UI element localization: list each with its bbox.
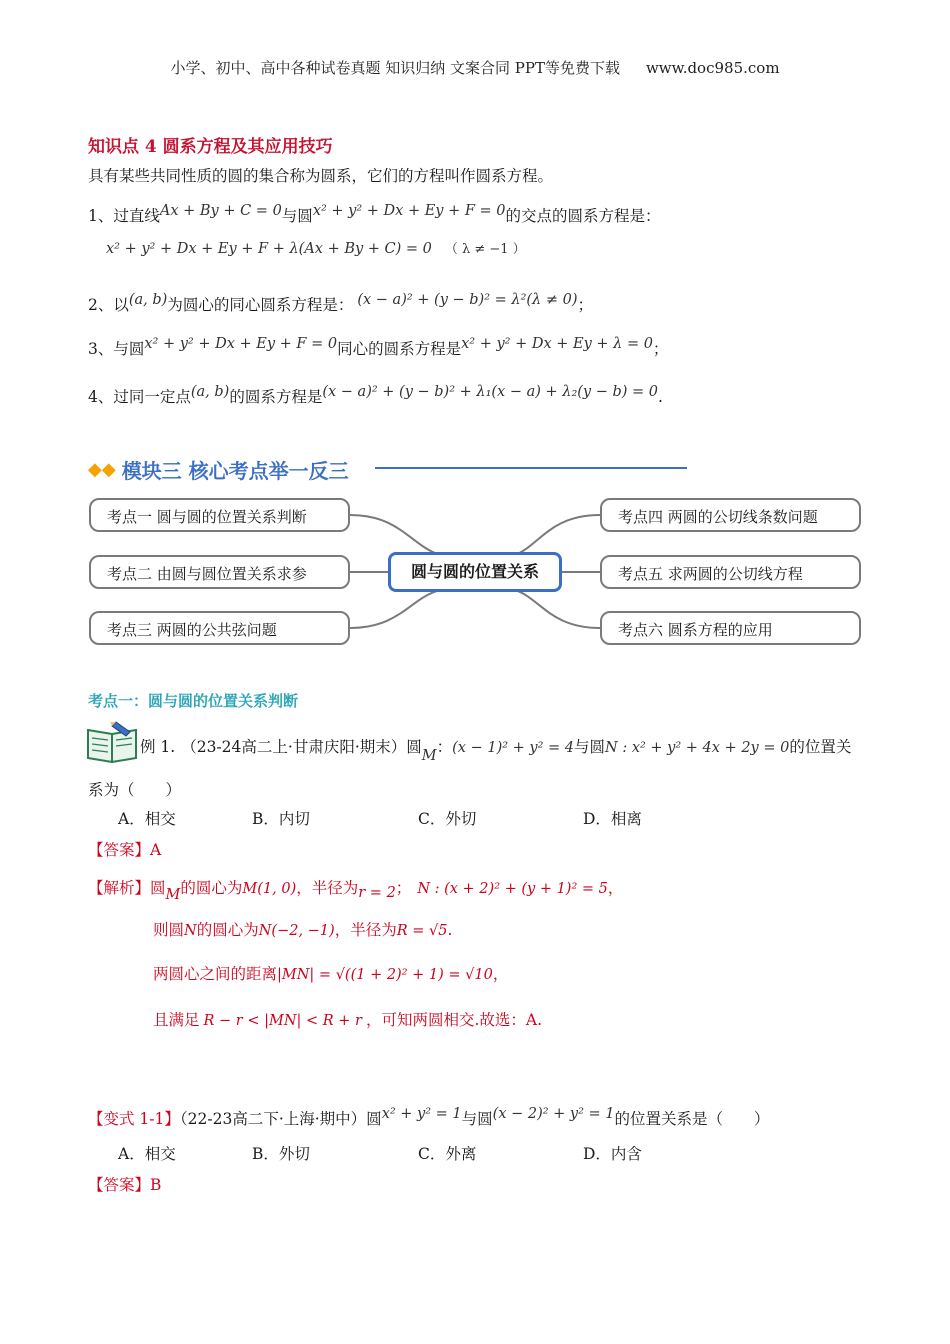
section-title: 考点一：圆与圆的位置关系判断	[88, 692, 299, 710]
example-1-stem: 例 1. （23-24高二上·甘肃庆阳·期末）圆M：(x − 1)² + y² = 4与圆N : x² + y² + 4x + 2y = 0的位置关	[140, 738, 852, 764]
mindmap-node-topic-5: 考点五 求两圆的公切线方程	[600, 555, 861, 589]
variant-option-b: B．外切	[252, 1145, 310, 1163]
mindmap-node-topic-4: 考点四 两圆的公切线条数问题	[600, 498, 861, 532]
variant-1-1-stem: 【变式 1-1】（22-23高二下·上海·期中）圆x² + y² = 1与圆(x − 2)² + y² = 1的位置关系是（ ）	[88, 1106, 770, 1128]
mindmap-node-topic-3: 考点三 两圆的公共弦问题	[89, 611, 350, 645]
variant-label: 【变式 1-1】	[88, 1110, 180, 1128]
option-c: C．外切	[418, 810, 477, 828]
answer-1: 【答案】A	[88, 841, 162, 859]
header-left-text: 小学、初中、高中各种试卷真题 知识归纳 文案合同 PPT等免费下载	[170, 59, 620, 77]
line-equation: Ax + By + C = 0	[159, 203, 282, 219]
knowledge-item-1-equation: x² + y² + Dx + Ey + F + λ(Ax + By + C) = 0 （ λ ≠ −1 ）	[106, 241, 526, 257]
variant-option-c: C．外离	[418, 1145, 477, 1163]
variant-answer: 【答案】B	[88, 1176, 162, 1194]
book-pencil-icon	[86, 718, 140, 764]
module-title: ◆◆ 模块三 核心考点举一反三	[88, 459, 349, 483]
knowledge-item-4: 4、过同一定点(a, b)的圆系方程是(x − a)² + (y − b)² + λ₁(x − a) + λ₂(y − b) = 0.	[88, 384, 663, 406]
knowledge-intro: 具有某些共同性质的圆的集合称为圆系，它们的方程叫作圆系方程。	[88, 167, 554, 185]
option-d: D．相离	[583, 810, 642, 828]
variant-option-d: D．内含	[583, 1145, 642, 1163]
header-website[interactable]: www.doc985.com	[645, 59, 780, 77]
knowledge-item-2: 2、以(a, b)为圆心的同心圆系方程是： (x − a)² + (y − b)² = λ²(λ ≠ 0)；	[88, 292, 593, 314]
example-1-stem-line2: 系为（ ）	[88, 781, 182, 799]
analysis-line-1: 【解析】圆M的圆心为M(1, 0)，半径为r = 2； N : (x + 2)² + (y + 1)² = 5，	[88, 879, 624, 903]
analysis-line-2: 则圆N的圆心为N(−2, −1)，半径为R = √5.	[153, 921, 453, 939]
double-diamond-icon: ◆◆	[88, 459, 116, 480]
knowledge-item-1: 1、过直线Ax + By + C = 0与圆x² + y² + Dx + Ey + F = 0的交点的圆系方程是：	[88, 203, 661, 225]
variant-option-a: A．相交	[118, 1145, 176, 1163]
option-b: B．内切	[252, 810, 310, 828]
mindmap-node-topic-6: 考点六 圆系方程的应用	[600, 611, 861, 645]
mindmap-node-topic-2: 考点二 由圆与圆位置关系求参	[89, 555, 350, 589]
analysis-line-3: 两圆心之间的距离|MN| = √((1 + 2)² + 1) = √10，	[153, 965, 509, 983]
mindmap-node-topic-1: 考点一 圆与圆的位置关系判断	[89, 498, 350, 532]
knowledge-item-3: 3、与圆x² + y² + Dx + Ey + F = 0同心的圆系方程是x² + y² + Dx + Ey + λ = 0；	[88, 336, 669, 358]
circle-equation: x² + y² + Dx + Ey + F = 0	[312, 203, 506, 219]
analysis-line-4: 且满足 R − r < |MN| < R + r ，可知两圆相交.故选：A.	[153, 1011, 543, 1029]
knowledge-title: 知识点 4 圆系方程及其应用技巧	[88, 137, 333, 157]
option-a: A．相交	[118, 810, 176, 828]
mindmap-center-node: 圆与圆的位置关系	[388, 552, 562, 592]
